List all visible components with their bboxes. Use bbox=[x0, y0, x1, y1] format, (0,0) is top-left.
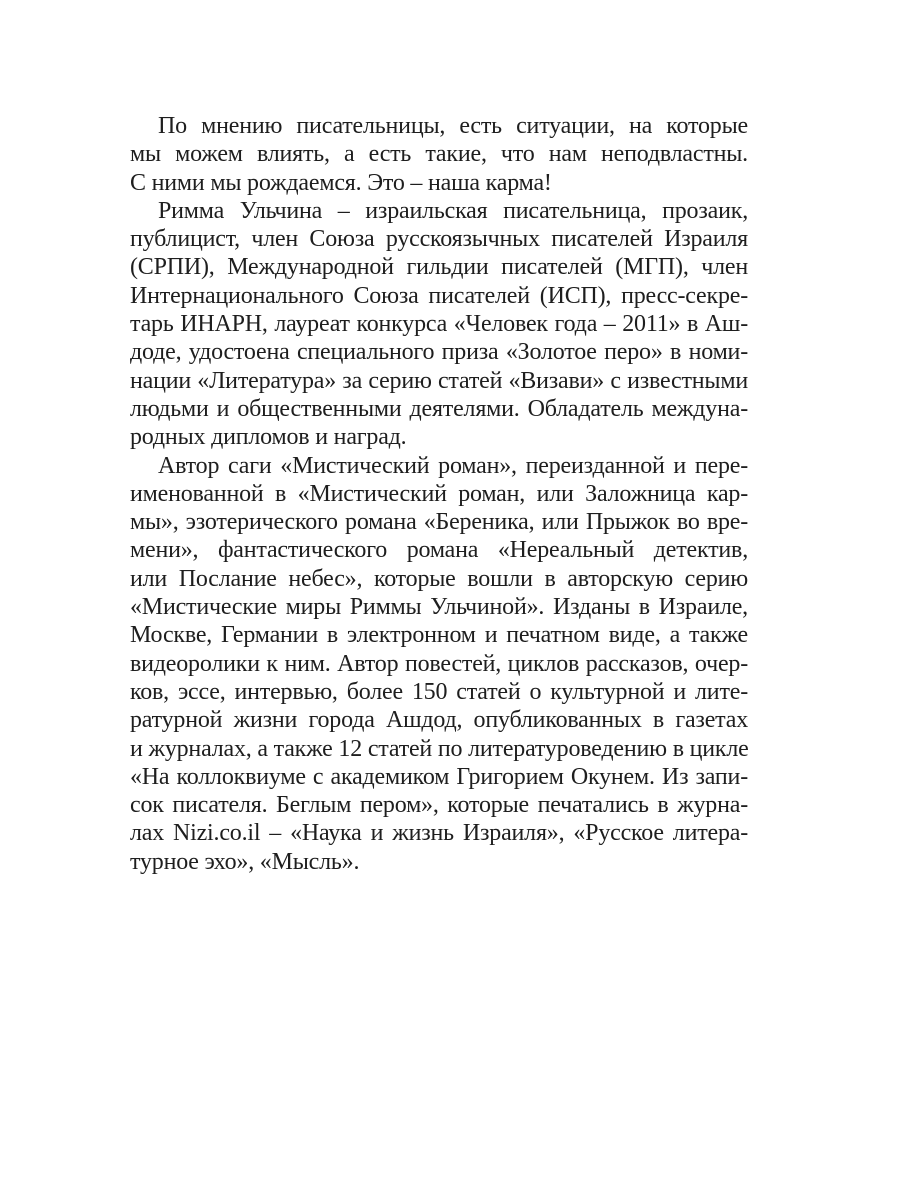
text-line: или Послание небес», которые вошли в авторскую серию bbox=[130, 565, 748, 592]
text-line: людьми и общественными деятелями. Обладатель междуна- bbox=[130, 395, 748, 422]
text-line: ков, эссе, интервью, более 150 статей о культурной и лите- bbox=[130, 678, 748, 705]
text-line: публицист, член Союза русскоязычных писателей Израиля bbox=[130, 226, 748, 253]
text-line: Автор саги «Мистический роман», переизданной и пере- bbox=[158, 452, 748, 479]
text-line: и журналах, а также 12 статей по литературоведению в цикле bbox=[130, 735, 749, 762]
text-line: тарь ИНАРН, лауреат конкурса «Человек года – 2011» в Аш- bbox=[130, 311, 748, 338]
text-line: нации «Литература» за серию статей «Визави» с известными bbox=[130, 367, 748, 394]
text-line: родных дипломов и наград. bbox=[130, 424, 407, 451]
text-line: По мнению писательницы, есть ситуации, на которые bbox=[158, 113, 748, 139]
text-line: лах Nizi.co.il – «Наука и жизнь Израиля», «Русское литера- bbox=[130, 820, 748, 847]
book-page-text bbox=[130, 112, 748, 876]
text-line: ратурной жизни города Ашдод, опубликованных в газетах bbox=[130, 707, 748, 734]
paragraph-author-bio bbox=[130, 197, 748, 452]
text-line: именованной в «Мистический роман, или Заложница кар- bbox=[130, 480, 748, 507]
text-line: Римма Ульчина – израильская писательница, прозаик, bbox=[158, 197, 748, 224]
text-line: «На коллоквиуме с академиком Григорием Окунем. Из запи- bbox=[130, 763, 748, 790]
text-line: мы», эзотерического романа «Береника, или Прыжок во вре- bbox=[130, 509, 748, 536]
text-line: «Мистические миры Риммы Ульчиной». Изданы в Израиле, bbox=[130, 594, 748, 621]
text-line: сок писателя. Беглым пером», которые печатались в журна- bbox=[130, 792, 748, 819]
text-line: С ними мы рождаемся. Это – наша карма! bbox=[130, 169, 552, 196]
text-line: Интернационального Союза писателей (ИСП), пресс-секре- bbox=[130, 282, 748, 309]
text-line: мени», фантастического романа «Нереальный детектив, bbox=[130, 537, 748, 564]
text-line: доде, удостоена специального приза «Золотое перо» в номи- bbox=[130, 339, 748, 366]
paragraph-works bbox=[130, 452, 748, 876]
text-line: видеоролики к ним. Автор повестей, циклов рассказов, очер- bbox=[130, 650, 748, 677]
text-line: Москве, Германии в электронном и печатном виде, а также bbox=[130, 622, 748, 649]
paragraph-karma bbox=[130, 112, 748, 197]
text-line: мы можем влиять, а есть такие, что нам неподвластны. bbox=[130, 141, 748, 168]
text-line: турное эхо», «Мысль». bbox=[130, 848, 360, 875]
text-line: (СРПИ), Международной гильдии писателей (МГП), член bbox=[130, 254, 748, 281]
